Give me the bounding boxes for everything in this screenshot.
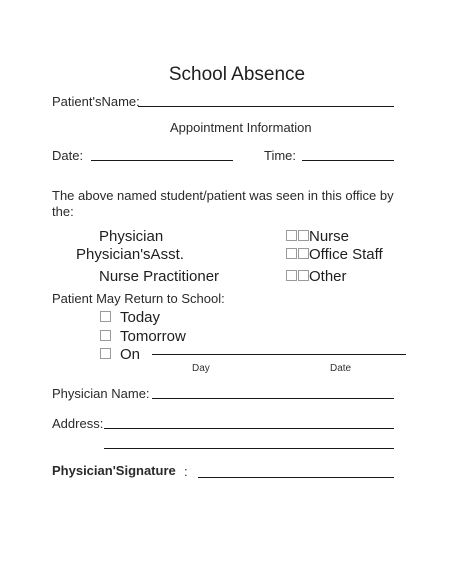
checkbox-icon[interactable] [286,270,297,281]
return-date-field[interactable] [152,354,406,355]
provider-office-staff-option[interactable] [286,246,383,263]
provider-office-staff: Office Staff [309,246,383,263]
address-field-line2[interactable] [104,448,394,449]
address-label: Address: [52,416,104,431]
address-field-line1[interactable] [104,428,394,429]
date-small-label: Date [330,363,352,374]
time-field[interactable] [302,160,394,161]
physician-name-field[interactable] [152,398,394,399]
patient-name-field[interactable] [138,106,394,107]
return-tomorrow: Tomorrow [120,328,186,345]
checkbox-icon[interactable] [100,330,111,341]
day-label: Day [192,363,210,374]
provider-other-option[interactable] [286,268,347,285]
appointment-heading: Appointment Information [170,120,312,135]
seen-text-line2: the: [52,204,74,219]
date-label: Date: [52,148,84,163]
return-today: Today [120,309,161,326]
return-on-option[interactable] [100,346,140,363]
checkbox-icon[interactable] [286,248,297,259]
provider-physician: Physician [99,228,164,245]
patient-name-label: Patient'sName: [52,94,140,109]
signature-label: Physician'Signature [52,463,176,478]
checkbox-icon[interactable] [100,348,111,359]
checkbox-icon[interactable] [100,311,111,322]
checkbox-icon[interactable] [298,230,309,241]
checkbox-icon[interactable] [298,248,309,259]
return-on: On [120,346,141,363]
signature-field[interactable] [198,477,394,478]
provider-physician-asst: Physician'sAsst. [76,246,184,263]
provider-other: Other [309,268,347,285]
time-label: Time: [264,148,297,163]
return-today-option[interactable] [100,309,160,326]
seen-text-line1: The above named student/patient was seen in this office by [52,188,394,203]
signature-colon: : [184,464,188,479]
checkbox-icon[interactable] [286,230,297,241]
return-label: Patient May Return to School: [52,291,225,306]
page-title: School Absence [168,64,306,85]
checkbox-icon[interactable] [298,270,309,281]
physician-name-label: Physician Name: [52,386,150,401]
date-field[interactable] [91,160,233,161]
provider-nurse-option[interactable] [286,228,349,245]
return-tomorrow-option[interactable] [100,328,186,345]
provider-nurse-practitioner: Nurse Practitioner [99,268,220,285]
provider-nurse: Nurse [309,228,350,245]
